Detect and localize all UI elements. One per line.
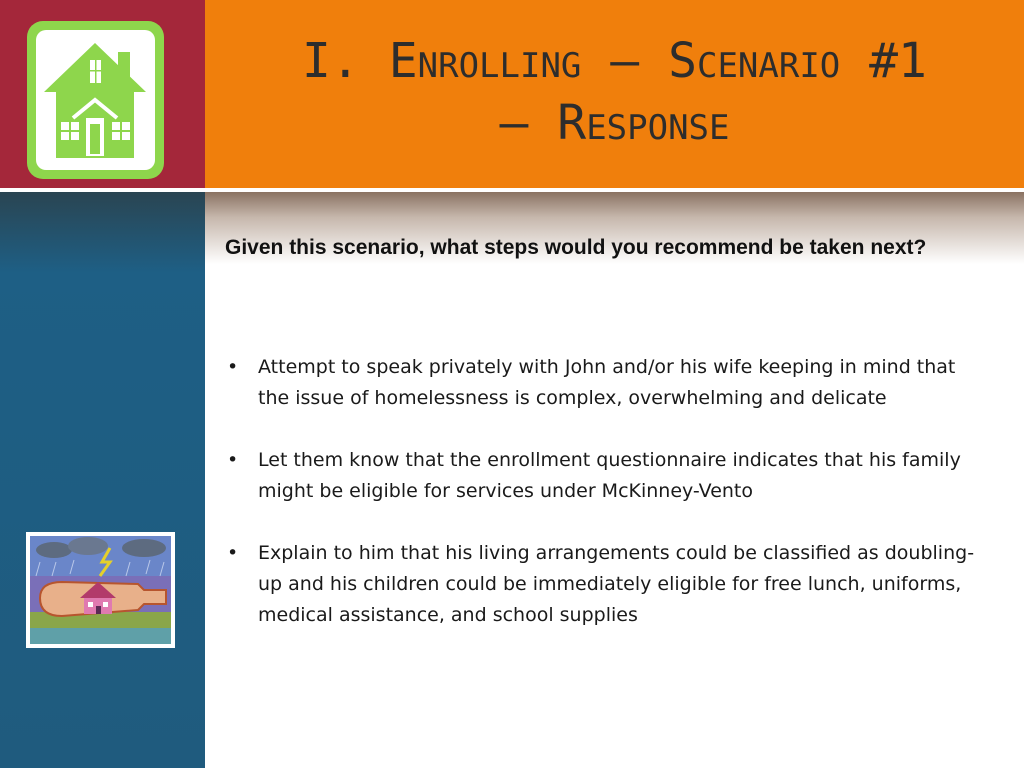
response-list [225, 352, 985, 662]
left-column [0, 192, 205, 768]
bullet-marker: • [227, 356, 239, 378]
house-logo [27, 21, 164, 179]
question-heading: Given this scenario, what steps would you recommend be taken next? [225, 236, 927, 259]
list-item-text: Let them know that the enrollment questionnaire indicates that his family might be eligible for services under McKinney-Vento [258, 449, 961, 502]
list-item [225, 445, 985, 507]
title-line-2: – Response [499, 95, 730, 151]
house-icon [36, 30, 155, 170]
house-in-bottle-drawing [26, 532, 175, 648]
slide-title [205, 30, 1024, 154]
corner-panel [0, 0, 205, 188]
title-line-1: I. Enrolling – Scenario #1 [302, 33, 927, 89]
bullet-marker: • [227, 449, 239, 471]
bullet-marker: • [227, 542, 239, 564]
list-item [225, 538, 985, 631]
list-item-text: Explain to him that his living arrangements could be classified as doubling-up and his children could be immediately eligible for free lunch, uniforms, medical assistance, and school supplies [258, 542, 975, 626]
list-item [225, 352, 985, 414]
list-item-text: Attempt to speak privately with John and/or his wife keeping in mind that the issue of homelessness is complex, overwhelming and delicate [258, 356, 956, 409]
title-bar [205, 0, 1024, 188]
